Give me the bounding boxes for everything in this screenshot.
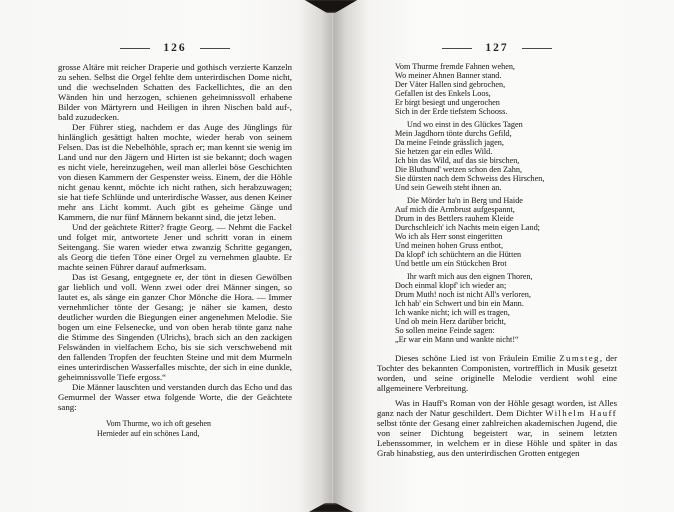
- paragraph: [377, 398, 617, 458]
- poem-line: Doch einmal klopf' ich wieder an;: [395, 281, 507, 290]
- text-segment: selbst tönte der Gesang einer zahlreichen akademischen Jugend, die von seiner Dichtung begeistert war, in seinem letzten Lebenssommer, in welchem er in diese Höhle und später in das Grab hinabstieg, aus den unterirdischen Grotten entgegen: [377, 418, 617, 458]
- paragraph: [58, 382, 292, 412]
- poem-line: Vom Thurme fremde Fahnen wehen,: [395, 62, 515, 71]
- header-rule-right: [522, 48, 552, 49]
- poem-line: Sie hetzen gar ein edles Wild.: [395, 147, 493, 156]
- poem-line: Der Väter Hallen sind gebrochen,: [395, 80, 506, 89]
- paragraph-text: [377, 353, 617, 393]
- poem-line: Auf mich die Armbrust aufgespannt,: [395, 205, 515, 214]
- paragraph: [58, 122, 292, 222]
- paragraph: [58, 62, 292, 122]
- header-rule-left: [120, 48, 150, 49]
- right-text-column: [377, 42, 617, 458]
- poem-line: Drum Muth! noch ist nicht All's verloren,: [395, 290, 531, 299]
- poem-stanza: [395, 196, 617, 268]
- poem-line: Drum in des Bettlers rauhem Kleide: [395, 214, 514, 223]
- header-rule-left: [442, 48, 472, 49]
- poem-stanza: [395, 120, 617, 192]
- text-segment: Das ist Gesang, entgegnete er, der tönt in diesen Gewölben gar lieblich und voll. Wenn zwei oder drei Männer singen, so lautet es, als sänge ein ganzer Chor Mönche die Hora. — Immer vernehmlicher tönte der Gesang; je näher sie kamen, desto deutlicher wurden die Biegungen einer angenehmen Melodie. Sie bogen um eine Felsenecke, und von oben herab tönte ganz nahe die Stimme des Singenden (Ulrichs), brach sich an den zackigen Felswänden in vielfachem Echo, bis sie sich verschwebend mit den fallenden Tropfen der feuchten Steine und mit dem Murmeln eines unterirdischen Wasserfalles mischte, der sich in eine dunkle, geheimnissvolle Tiefe ergoss.“: [58, 272, 292, 382]
- poem-line: Sich in der Erde tiefstem Schooss.: [395, 107, 508, 116]
- poem-line: Wo meiner Ahnen Banner stand.: [395, 71, 502, 80]
- poem-stanza: [395, 272, 617, 344]
- right-prose: [377, 353, 617, 458]
- text-segment: Wilhelm Hauff: [545, 408, 618, 418]
- poem-line: Und wo einst in des Glückes Tagen: [407, 120, 523, 129]
- page-number-right: 127: [485, 42, 509, 54]
- page-header-left: [58, 42, 292, 54]
- poem-line: Und ob mein Herz darüber bricht,: [395, 317, 506, 326]
- text-segment: Zumsteg: [559, 353, 600, 363]
- poem-line: Da klopf' ich schüchtern an die Hütten: [395, 250, 522, 259]
- page-header-right: [377, 42, 617, 54]
- paragraph: [377, 353, 617, 393]
- poem-line: Er birgt besiegt und ungerochen: [395, 98, 500, 107]
- poem-line: Die Mörder ha'n in Berg und Haide: [407, 196, 523, 205]
- paragraph-text: [58, 222, 292, 272]
- text-segment: grosse Altäre mit reicher Draperie und gothisch verzierte Kanzeln zu sehen. Selbst die Orgel fehlte dem unterirdischen Dome nicht, und die wechselnden Schatten des Fackellichtes, die an den Wänden hin und herzogen, schienen geheimnissvoll erhabene Bilder von Märtyrern und Heiligen in ihren Nischen bald auf-, bald zuzudecken.: [58, 62, 292, 122]
- poem-line: Ich wanke nicht; ich will es tragen,: [395, 308, 510, 317]
- header-rule-right: [200, 48, 230, 49]
- poem: [395, 62, 617, 344]
- poem-line: Ich bin das Wild, auf das sie birschen,: [395, 156, 520, 165]
- paragraph-text: [58, 62, 292, 122]
- poem-stanza: [395, 62, 617, 116]
- text-segment: Der Führer stieg, nachdem er das Auge des Jünglings für hinlänglich gesättigt halten mochte, wieder herab von seinem Felsen. Das ist die Nebelhöhle, sprach er; man kennt sie wenig im Land und nur den Jägern und Hirten ist sie bekannt; doch wagen es nicht viele, hereinzugehen, weil man allerlei böse Geschichten von diesen Kammern der Gespenster weiss. Einem, der die Höhle nicht genau kennt, möchte ich nicht rathen, sich herabzuwagen; sie hat tiefe Schlünde und unterirdische Wasser, aus denen Keiner mehr ans Licht kommt. Auch gibt es geheime Gänge und Kammern, die nur fünf Männern bekannt sind, die jetzt leben.: [58, 122, 292, 222]
- verse-quote: [97, 419, 292, 439]
- page-left: [0, 0, 335, 512]
- poem-line: Durchschleich' ich Nachts mein eigen Land;: [395, 223, 540, 232]
- verse-line: Hernieder auf ein schönes Land,: [97, 428, 200, 438]
- paragraph-text: [377, 398, 617, 458]
- paragraph-text: [58, 382, 292, 412]
- poem-line: Die Bluthund' wetzen schon den Zahn,: [395, 165, 522, 174]
- text-segment: Und der geächtete Ritter? fragte Georg. — Nehmt die Fackel und folget mir, antwortete Jener und schritt voran in einem Seitengang. Sie waren wieder etwa zwanzig Schritte gegangen, als Georg die tiefen Töne einer Orgel zu vernehmen glaubte. Er machte seinen Führer darauf aufmerksam.: [58, 222, 292, 272]
- poem-line: Mein Jagdhorn tönte durchs Gefild,: [395, 129, 512, 138]
- verse-line: Vom Thurme, wo ich oft gesehen: [106, 419, 211, 428]
- poem-line: Und meinen hohen Gruss entbot,: [395, 241, 504, 250]
- paragraph: [58, 222, 292, 272]
- poem-line: Da meine Feinde grässlich jagen,: [395, 138, 504, 147]
- paragraph: [58, 272, 292, 382]
- text-segment: Dieses schöne Lied ist von Fräulein Emilie: [395, 353, 560, 363]
- poem-line: Ich hab' ein Schwert und bin ein Mann.: [395, 299, 524, 308]
- poem-line: So sollen meine Feinde sagen:: [395, 326, 495, 335]
- text-segment: Die Männer lauschten und verstanden durch das Echo und das Gemurmel der Wasser etwa folgende Worte, die der Geächtete sang:: [58, 382, 292, 412]
- paragraph-text: [58, 122, 292, 222]
- page-right: [335, 0, 674, 512]
- page-number-left: 126: [163, 42, 187, 54]
- poem-line: Gefallen ist des Enkels Loos,: [395, 89, 491, 98]
- left-paragraphs: [58, 62, 292, 412]
- poem-line: Sie dürsten nach dem Schweiss des Hirschen,: [395, 174, 545, 183]
- text-segment: , der Tochter des bekannten Componisten, vortrefflich in Musik gesetzt worden, und seine originelle Melodie verdient wohl eine allgemeinere Verbreitung.: [377, 353, 618, 393]
- poem-line: „Er war ein Mann und wankte nicht!“: [395, 335, 519, 344]
- poem-line: Wo ich als Herr sonst eingeritten: [395, 232, 503, 241]
- poem-line: Ihr warft mich aus den eignen Thoren,: [407, 272, 533, 281]
- text-segment: Was in Hauff's Roman von der Höhle gesagt worden, ist Alles ganz nach der Natur geschildert. Dem Dichter: [377, 398, 617, 418]
- poem-line: Und sein Geweih steht ihnen an.: [395, 183, 502, 192]
- paragraph-text: [58, 272, 292, 382]
- poem-line: Und bettle um ein Stückchen Brot: [395, 259, 507, 268]
- left-text-column: [58, 42, 292, 439]
